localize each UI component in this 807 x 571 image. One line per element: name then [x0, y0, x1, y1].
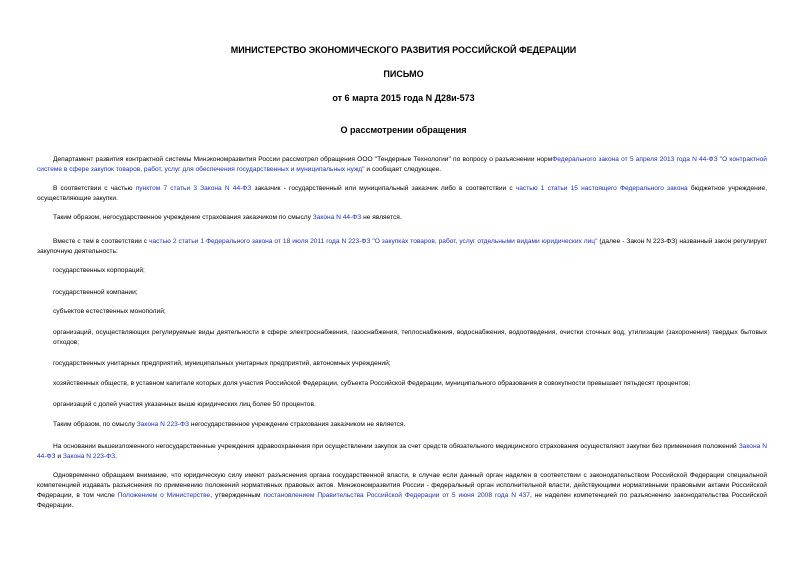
link-law-44fz[interactable]: Федерального закона от 5 апреля 2013 года N 44-ФЗ "О контрактной системе в сфере закупок товаров, работ, услуг для обеспечения государственных и муниципальных нужд" — [37, 156, 767, 173]
paragraph-healthcare-procurement: На основании вышеизложенного негосударственные учреждения здравоохранения при осуществлении закупок за счет средств обязательного медицинского страхования осуществляют закупки без применения положений Закона N 44-ФЗ и Закона N 223-ФЗ. — [37, 443, 767, 460]
document-type: ПИСЬМО — [383, 69, 424, 79]
paragraph-legal-force: Одновременно обращаем внимание, что юридическую силу имеют разъяснения органа государственной власти, в случае если данный орган наделен в соответствии с законодательством Российской Федерации специальной компетенцией издавать разъяснения по применению положений нормативных правовых актов. Минэкономразвития России - федеральный орган исполнительной власти, действующими нормативными правовыми актами Российской Федерации, в том числе Положением о Министерстве, утвержденным постановлением Правительства Российской Федерации от 5 июня 2008 года N 437, не наделен компетенцией по разъяснению законодательства Российской Федерации. — [37, 472, 767, 509]
list-item: организаций с долей участия указанных выше юридических лиц более 50 процентов. — [53, 401, 316, 408]
paragraph-conclusion-44fz: Таким образом, негосударственное учреждение страхования заказчиком по смыслу Закона N 44-ФЗ не является. — [53, 214, 402, 221]
link-law-223fz[interactable]: Закона N 223-ФЗ — [136, 421, 189, 428]
link-law-44fz-ref[interactable]: Закона N 44-ФЗ — [37, 443, 767, 460]
list-item: государственной компании; — [53, 289, 138, 296]
list-item: субъектов естественных монополий; — [53, 308, 166, 315]
link-government-decree-437[interactable]: постановлением Правительства Российской Федерации от 5 июня 2008 года N 437 — [263, 492, 530, 499]
document-subject: О рассмотрении обращения — [340, 125, 467, 135]
ministry-title: МИНИСТЕРСТВО ЭКОНОМИЧЕСКОГО РАЗВИТИЯ РОССИЙСКОЙ ФЕДЕРАЦИИ — [230, 45, 577, 55]
link-ministry-regulation[interactable]: Положением о Министерстве — [117, 492, 211, 499]
paragraph-law-223fz: Вместе с тем в соответствии с частью 2 статьи 1 Федерального закона от 18 июля 2011 года N 223-ФЗ "О закупках товаров, работ, услуг отдельными видами юридических лиц" (далее - Закон N 223-ФЗ) названный закон регулирует закупочную деятельность: — [37, 238, 767, 255]
paragraph-intro: Департамент развития контрактной системы Минэкономразвития России рассмотрел обращения ООО "Тендерные Технологии" по вопросу о разъяснении нормФедерального закона от 5 апреля 2013 года N 44-ФЗ "О контрактной системе в сфере закупок товаров, работ, услуг для обеспечения государственных и муниципальных нужд" и сообщает следующее. — [37, 156, 767, 173]
paragraph-conclusion-223fz: Таким образом, по смыслу Закона N 223-ФЗ негосударственное учреждение страхования заказчиком не является. — [53, 421, 406, 428]
link-point-7-article-3[interactable]: пунктом 7 статьи 3 Закона N 44-ФЗ — [135, 185, 252, 192]
list-item: организаций, осуществляющих регулируемые виды деятельности в сфере электроснабжения, газоснабжения, теплоснабжения, водоснабжения, водоотведения, очистки сточных вод, утилизации (захоронения) твердых бытовых отходов; — [53, 329, 767, 346]
paragraph-customer-definition: В соответствии с частью пунктом 7 статьи 3 Закона N 44-ФЗ заказчик - государственный или муниципальный заказчик либо в соответствии с частью 1 статьи 15 настоящего Федерального закона бюджетное учреждение, осуществляющие закупки. — [37, 185, 767, 202]
link-law-223fz-ref[interactable]: Закона N 223-ФЗ — [62, 453, 116, 460]
list-item: хозяйственных обществ, в уставном капитале которых доля участия Российской Федерации, субъекта Российской Федерации, муниципального образования в совокупности превышает пятьдесят процентов; — [53, 380, 691, 387]
link-law-44fz-short[interactable]: Закона N 44-ФЗ — [312, 214, 362, 221]
document-date-number: от 6 марта 2015 года N Д28и-573 — [332, 93, 475, 103]
link-part-1-article-15[interactable]: частью 1 статьи 15 настоящего Федерального закона — [515, 185, 688, 192]
list-item: государственных унитарных предприятий, муниципальных унитарных предприятий, автономных учреждений; — [53, 360, 391, 367]
link-part-2-article-1-223fz[interactable]: частью 2 статьи 1 Федерального закона от 18 июля 2011 года N 223-ФЗ "О закупках товаров, работ, услуг отдельными видами юридических лиц" — [149, 238, 598, 245]
list-item: государственных корпораций; — [53, 267, 145, 274]
